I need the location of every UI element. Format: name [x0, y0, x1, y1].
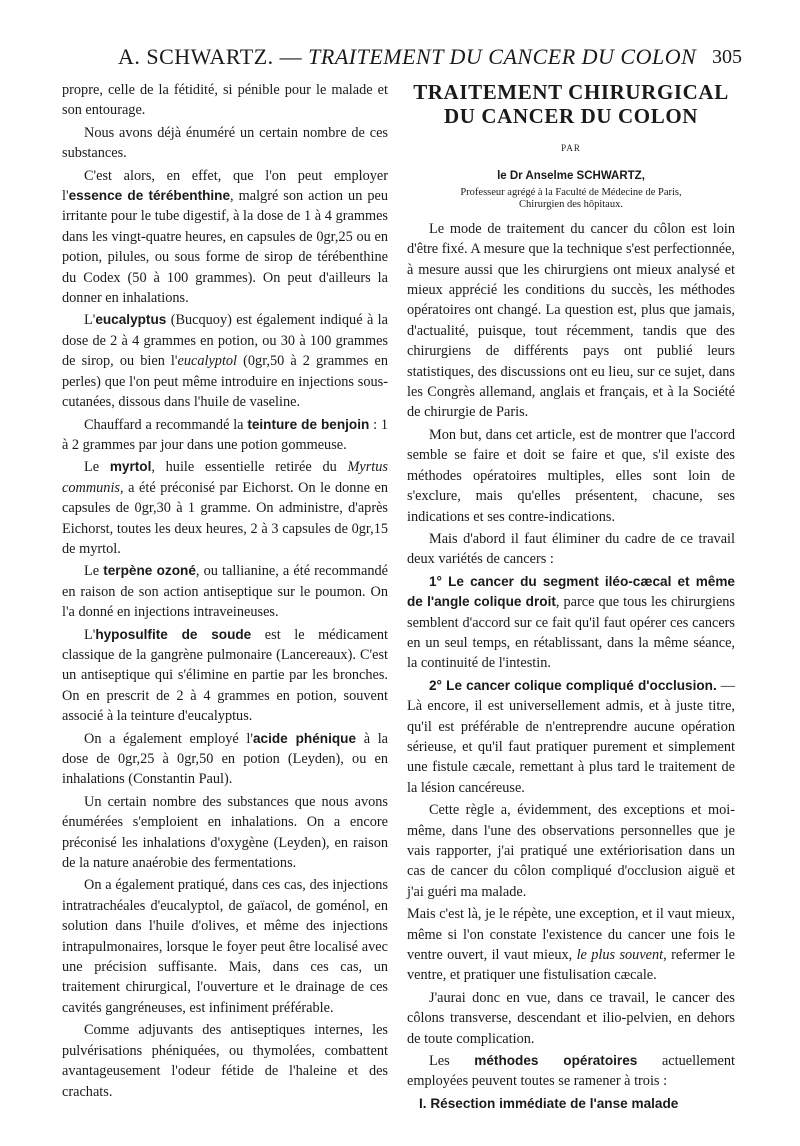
term-terebenthine: essence de térébenthine	[68, 188, 231, 204]
paragraph-eucalyptus: L'eucalyptus (Bucquoy) est également indiqué à la dose de 2 à 4 grammes en potion, ou 30 à 100 grammes de sirop, ou bien l'eucalyptol (0gr,50 à 2 grammes en perles) que l'on peut même introduire en injections sous-cutanées, dissous dans l'huile de vaseline.	[62, 312, 388, 411]
paragraph-acide-phenique: On a également employé l'acide phénique à la dose de 0gr,25 à 0gr,50 en potion (Leyden), ou en inhalations (Constantin Paul).	[62, 730, 389, 788]
paragraph-terebenthine: C'est alors, en effet, que l'on peut employer l'essence de térébenthine, malgré son action un peu irritante pour le tube digestif, à la dose de 1 à 4 grammes dans les vingt-quatre heures, en capsules de 0gr,25 ou en potion, pilules, ou sous forme de sirop de térébenthine du Codex (50 à 100 grammes). On peut d'ailleurs la donner en inhalations.	[62, 167, 388, 307]
term-eucalyptol: eucalyptol	[177, 353, 238, 370]
paragraph-ileo-caecal: 1° Le cancer du segment iléo-cæcal et même de l'angle colique droit, parce que tous les chirurgiens semblent d'accord sur ce fait qu'il faut opérer ces cancers en un seul temps, en rétablissant, dans la même séance, la continuité de l'intestin.	[407, 573, 736, 672]
running-head-separator: —	[279, 44, 303, 69]
left-column	[62, 80, 388, 1104]
paragraph-methodes: Les méthodes opératoires actuellement employées peuvent toutes se ramener à trois :	[407, 1053, 735, 1090]
paragraph-but: Mon but, dans cet article, est de montrer que l'accord semble se faire et doit se faire et que, s'il existe des méthodes opératoires multiples, elles sont loin de s'exclure, mais qu'elles présentent, chacune, ses indications et ses contre-indications.	[407, 426, 735, 525]
paragraph-occlusion: 2° Le cancer colique compliqué d'occlusion. — Là encore, il est universellement admis, et à juste titre, qu'il est préférable de n'entreprendre aucune opération sérieuse, et qu'il faut pratiquer purement et simplement une fistule cæcale, remettant à plus tard le traitement de la lésion cancéreuse.	[407, 677, 735, 796]
paragraph-adjuvants: Comme adjuvants des antiseptiques internes, les pulvérisations phéniquées, ou thymolées, combattent avantageusement l'odeur fétide de l'haleine et des crachats.	[62, 1022, 388, 1100]
paragraph-resection	[407, 1094, 735, 1114]
paragraph-intro: Le mode de traitement du cancer du côlon est loin d'être fixé. A mesure que la technique s'est perfectionnée, à mesure aussi que les chirurgiens ont mieux analysé et mieux apprécié les conditions du succès, les méthodes opératoires ont changé. La question est, plus que jamais, d'actualité, puisque, tout récemment, tandis que des chirurgiens de différents pays ont publié leurs statistiques, des discussions ont eu lieu, sur ce sujet, dans les Congrès allemand, anglais et français, et à la Société de chirurgie de Paris.	[407, 220, 735, 421]
term-hyposulfite: hyposulfite de soude	[95, 626, 252, 642]
running-head-author: A. SCHWARTZ.	[118, 44, 274, 69]
article-heading	[407, 80, 735, 211]
paragraph-benjoin: Chauffard a recommandé la teinture de benjoin : 1 à 2 grammes par jour dans une potion gommeuse.	[62, 416, 388, 453]
term-resection: I. Résection immédiate de l'anse malade	[419, 1095, 679, 1111]
term-methodes-operatoires: méthodes opératoires	[474, 1053, 638, 1069]
term-acide-phenique: acide phénique	[252, 730, 357, 746]
article-title-line1: TRAITEMENT CHIRURGICAL	[413, 80, 729, 104]
paragraph-hyposulfite: L'hyposulfite de soude est le médicament classique de la gangrène pulmonaire (Lancereaux). C'est un antiseptique qui s'élimine en partie par les bronches. On en prescrit de 2 à 4 grammes en potion, souvent associé à la teinture d'eucalyptus.	[62, 626, 388, 725]
term-terpene: terpène ozoné	[103, 563, 196, 579]
term-myrtol: myrtol	[109, 459, 152, 475]
article-title-line2: DU CANCER DU COLON	[443, 104, 699, 128]
page-number: 305	[712, 46, 742, 68]
author-affiliation-2: Chirurgien des hôpitaux.	[519, 198, 623, 210]
term-benjoin: teinture de benjoin	[247, 416, 370, 432]
paragraph-exceptions: Cette règle a, évidemment, des exceptions et moi-même, dans l'une des observations personnelles que je vais rapporter, j'ai pratiqué une extériorisation dans un cas de cancer du côlon compliqué d'occlusion aiguë et j'ai guéri ma malade.	[407, 802, 735, 900]
term-occlusion: 2° Le cancer colique compliqué d'occlusion.	[429, 677, 717, 693]
paragraph-injections: On a également pratiqué, dans ces cas, des injections intratrachéales d'eucalyptol, de gaïacol, de goménol, en solution dans l'huile d'olives, et même des injections intrapulmonaires, lorsque le foyer peut être localisé avec une précision suffisante. Mais, dans ces cas, un traitement chirurgical, l'ouverture et le drainage de ces cavités gangréneuses, est infiniment préférable.	[62, 877, 388, 1016]
author-affiliation-1: Professeur agrégé à la Faculté de Médecine de Paris,	[460, 186, 682, 198]
running-head	[60, 42, 742, 72]
paragraph-terpene: Le terpène ozoné, ou tallianine, a été recommandé en raison de son action antiseptique sur le poumon. On l'a donné en injections intraveineuses.	[62, 563, 388, 621]
paragraph-eliminer: Mais d'abord il faut éliminer du cadre de ce travail deux variétés de cancers :	[407, 530, 735, 568]
paragraph-inhalations: Un certain nombre des substances que nous avons énumérées s'emploient en inhalations. On a encore préconisé les inhalations d'oxygène (Leyden), en raison de la nature anaérobie des fermentations.	[62, 793, 388, 872]
paragraph-en-vue: J'aurai donc en vue, dans ce travail, le cancer des côlons transverse, descendant et ilio-pelvien, en dehors de toute complication.	[407, 989, 735, 1047]
paragraph-myrtol: Le myrtol, huile essentielle retirée du Myrtus communis, a été préconisé par Eichorst. On le donne en capsules de 0gr,30 à 1 gramme. On administre, d'après Eichorst, toutes les deux heures, 2 à 3 capsules de 0gr,15 de myrtol.	[62, 459, 388, 557]
paragraph-exception-repete: Mais c'est là, je le répète, une exception, et il vaut mieux, même si l'on constate l'existence du cancer une fois le ventre ouvert, il vaut mieux, le plus souvent, refermer le ventre, et pratiquer une fistulisation cæcale.	[407, 906, 735, 984]
article-author: le Dr Anselme SCHWARTZ,	[497, 170, 645, 183]
term-eucalyptus: eucalyptus	[95, 312, 167, 328]
right-column	[407, 80, 735, 1116]
paragraph-substances: Nous avons déjà énuméré un certain nombre de ces substances.	[62, 124, 388, 162]
running-head-title: TRAITEMENT DU CANCER DU COLON	[308, 44, 697, 69]
term-le-plus-souvent: le plus souvent	[576, 947, 664, 964]
term-ileo-caecal: 1° Le cancer du segment iléo-cæcal et même de l'angle colique droit	[407, 573, 735, 610]
byline-par: PAR	[561, 143, 581, 153]
term-myrtus: Myrtus communis	[62, 459, 388, 496]
paragraph-fetidity: propre, celle de la fétidité, si pénible pour le malade et son entourage.	[62, 82, 388, 119]
running-head-text	[118, 44, 696, 70]
